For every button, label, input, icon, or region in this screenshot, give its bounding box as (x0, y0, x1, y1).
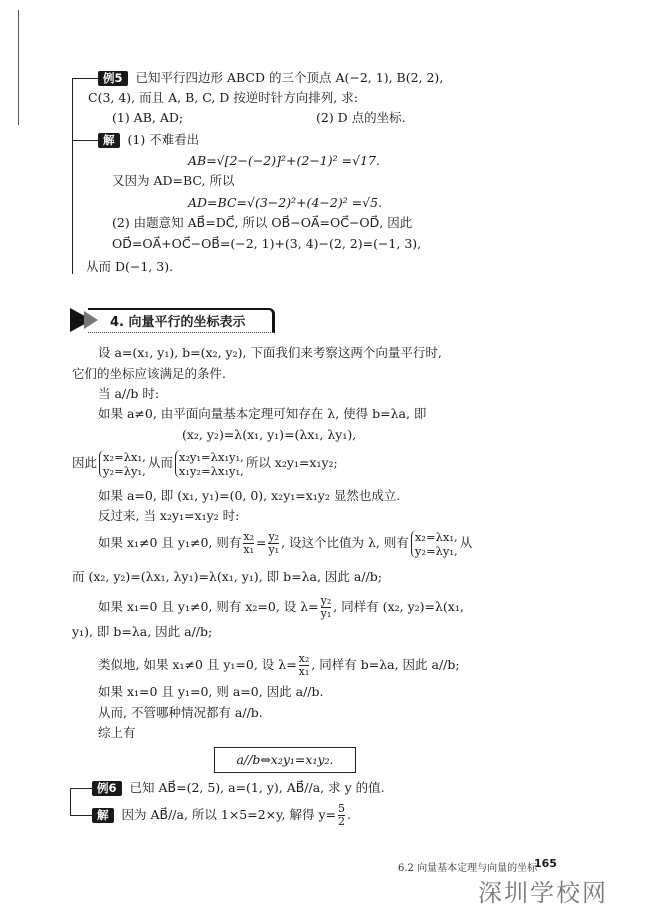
fraction (321, 595, 332, 620)
watermark: 深圳学校网 (478, 879, 608, 907)
equation-system (99, 450, 146, 478)
scan-margin-line (18, 10, 19, 125)
text: = (255, 535, 267, 550)
solution-5-line1 (98, 132, 199, 148)
boxed-formula: a//b⇔x₂y₁=x₁y₂. (214, 747, 356, 773)
example-6 (92, 780, 385, 796)
section-header (70, 308, 275, 332)
fraction (268, 531, 279, 556)
text: (1) 不难看出 (127, 132, 200, 147)
text: 类似地, 如果 x₁≠0 且 y₁=0, 设 λ= (98, 657, 297, 672)
solution-5-line3: 又因为 AD=BC, 所以 (112, 173, 235, 188)
example-bracket (72, 78, 73, 274)
solution-6 (92, 800, 351, 830)
example-5-q1: (1) AB, AD; (112, 110, 184, 125)
den: x₁ (243, 543, 254, 556)
text: 如果 x₁≠0 且 y₁≠0, 则有 (98, 535, 242, 550)
para-9: 而 (x₂, y₂)=(λx₁, λy₁)=λ(x₁, y₁), 即 b=λa, 因此 a//b; (72, 569, 382, 584)
text: 因为 AB⃗//a, 所以 1×5=2×y, 解得 y= (121, 807, 337, 822)
solution-5-line5: (2) 由题意知 AB⃗=DC⃗, 所以 OB⃗−OA⃗=OC⃗−OD⃗, 因此 (112, 215, 413, 230)
text: 从 (459, 535, 473, 550)
para-13: 如果 x₁=0 且 y₁=0, 则 a=0, 因此 a//b. (98, 684, 324, 699)
eq: x₂=λx₁, (414, 529, 458, 544)
text: , 设这个比值为 λ, 则有 (281, 535, 409, 550)
para-5 (72, 448, 338, 478)
eq: y₂=λy₁, (103, 463, 146, 478)
text: 所以 x₂y₁=x₁y₂; (245, 455, 338, 470)
fraction (338, 803, 345, 828)
den: 2 (338, 815, 346, 828)
para-8 (98, 528, 472, 558)
solution-tick (70, 815, 92, 816)
fraction (243, 531, 254, 556)
example-5-tag: 例5 (98, 71, 128, 86)
text: , 同样有 b=λa, 因此 a//b; (311, 657, 460, 672)
example-5-line2: C(3, 4), 而且 A, B, C, D 按逆时针方向排列, 求: (88, 90, 358, 105)
solution-5-ab: AB=√[2−(−2)]²+(2−1)² =√17. (188, 153, 380, 168)
footer-section: 6.2 向量基本定理与向量的坐标 (398, 863, 538, 874)
para-7: 反过来, 当 x₂y₁=x₁y₂ 时: (98, 508, 240, 523)
den: x₁ (298, 665, 310, 678)
para-3: 如果 a≠0, 由平面向量基本定理可知存在 λ, 使得 b=λa, 即 (98, 406, 427, 421)
page-number: 165 (534, 857, 557, 870)
text: 从而 (147, 455, 173, 470)
para-2: 当 a//b 时: (98, 386, 160, 401)
example-5-line1 (98, 70, 443, 86)
equation-system (411, 530, 458, 558)
example-tick (70, 788, 92, 789)
text: . (347, 807, 351, 822)
para-14: 从而, 不管哪种情况都有 a//b. (98, 705, 263, 720)
text: 因此 (72, 455, 98, 470)
text: 已知 AB⃗=(2, 5), a=(1, y), AB⃗//a, 求 y 的值. (129, 780, 385, 795)
solution-6-tag: 解 (92, 808, 114, 823)
para-4: (x₂, y₂)=λ(x₁, y₁)=(λx₁, λy₁), (182, 427, 357, 442)
text: 如果 x₁=0 且 y₁≠0, 则有 x₂=0, 设 λ= (98, 599, 319, 614)
text: 已知平行四边形 ABCD 的三个顶点 A(−2, 1), B(2, 2), (135, 70, 444, 85)
num: y₂ (268, 530, 280, 543)
para-10 (98, 592, 464, 622)
para-1b: 它们的坐标应该满足的条件. (72, 366, 226, 381)
arrow-icon-inner (84, 311, 98, 329)
solution-5-tag: 解 (98, 133, 120, 148)
para-12 (98, 650, 460, 680)
den: y₁ (268, 543, 280, 556)
example-bracket (70, 788, 71, 816)
text: , 同样有 (x₂, y₂)=λ(x₁, (333, 599, 464, 614)
para-11: y₁), 即 b=λa, 因此 a//b; (72, 624, 213, 639)
para-6: 如果 a=0, 即 (x₁, y₁)=(0, 0), x₂y₁=x₁y₂ 显然也成立. (98, 488, 401, 503)
solution-tick (72, 140, 100, 141)
num: x₂ (298, 652, 310, 665)
para-15: 综上有 (98, 725, 136, 740)
num: y₂ (320, 594, 332, 607)
num: 5 (338, 802, 346, 815)
eq: x₂=λx₁, (103, 449, 146, 464)
example-5-q2: (2) D 点的坐标. (316, 110, 406, 125)
num: x₂ (243, 530, 254, 543)
eq: x₁y₂=λx₁y₁, (178, 463, 244, 478)
solution-5-line6: OD⃗=OA⃗+OC⃗−OB⃗=(−2, 1)+(3, 4)−(2, 2)=(−1, 3), (112, 236, 422, 251)
fraction (299, 653, 310, 678)
eq: y₂=λy₁, (414, 543, 458, 558)
example-tick (72, 78, 100, 79)
para-1a: 设 a=(x₁, y₁), b=(x₂, y₂), 下面我们来考察这两个向量平行时, (98, 345, 442, 360)
equation-system (175, 450, 244, 478)
solution-5-ad: AD=BC=√(3−2)²+(4−2)² =√5. (188, 195, 383, 210)
eq: x₂y₁=λx₁y₁, (178, 449, 244, 464)
section-title: 4. 向量平行的坐标表示 (110, 315, 246, 330)
den: y₁ (320, 607, 332, 620)
solution-5-line7: 从而 D(−1, 3). (86, 259, 174, 274)
example-6-tag: 例6 (92, 781, 122, 796)
